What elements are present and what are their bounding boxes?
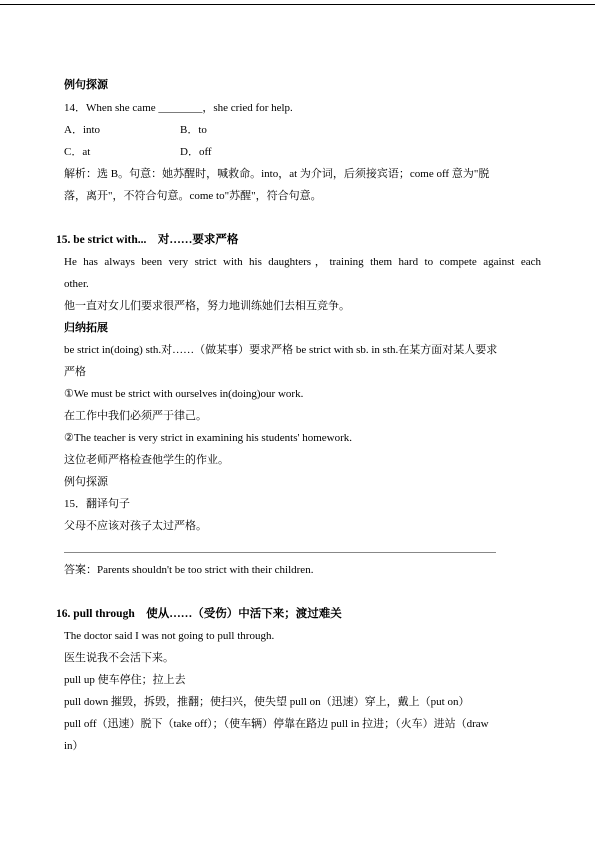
summary-title: 归纳拓展 bbox=[64, 322, 108, 334]
option-a: A．into bbox=[64, 124, 101, 136]
answer-blank-line bbox=[64, 552, 496, 553]
phrase-line-2: pull down 摧毁，拆毁，推翻；使扫兴，使失望 pull on（迅速）穿上，戴上（put on） bbox=[64, 696, 470, 708]
example-en: The doctor said I was not going to pull through. bbox=[64, 630, 275, 642]
summary-line-2: 严格 bbox=[64, 366, 86, 378]
summary-line-1: be strict in(doing) sth.对……（做某事）要求严格 be strict with sb. in sth.在某方面对某人要求 bbox=[64, 344, 498, 356]
phrase-line-3: pull off（迅速）脱下（take off）；（使车辆）停靠在路边 pull in 拉进；（火车）进站（draw bbox=[64, 718, 489, 730]
question-14: 14．When she came ________，she cried for help. bbox=[64, 102, 293, 114]
example-cn: 医生说我不会活下来。 bbox=[64, 652, 174, 664]
section-16-heading: 16. pull through 使从……（受伤）中活下来；渡过难关 bbox=[56, 608, 342, 620]
header-rule bbox=[0, 4, 595, 5]
item-1-en: ①We must be strict with ourselves in(doing)our work. bbox=[64, 388, 304, 400]
item-2-en: ②The teacher is very strict in examining his students' homework. bbox=[64, 432, 352, 444]
analysis-line-2: 落，离开"，不符合句意。come to"苏醒"，符合句意。 bbox=[64, 190, 322, 202]
practice-question: 15．翻译句子 bbox=[64, 498, 130, 510]
practice-title: 例句探源 bbox=[64, 476, 108, 488]
section-15-heading: 15. be strict with... 对……要求严格 bbox=[56, 234, 239, 246]
example-title: 例句探源 bbox=[64, 79, 108, 91]
answer-line: 答案：Parents shouldn't be too strict with their children. bbox=[64, 564, 314, 576]
analysis-line-1: 解析：选 B。句意：她苏醒时，喊救命。into，at 为介词，后须接宾语；come off 意为"脱 bbox=[64, 168, 490, 180]
example-en-line-2: other. bbox=[64, 278, 89, 290]
option-c: C．at bbox=[64, 146, 91, 158]
phrase-line-4: in） bbox=[64, 740, 84, 752]
item-1-cn: 在工作中我们必须严于律己。 bbox=[64, 410, 207, 422]
example-cn: 他一直对女儿们要求很严格，努力地训练她们去相互竞争。 bbox=[64, 300, 350, 312]
phrase-line-1: pull up 使车停住；拉上去 bbox=[64, 674, 186, 686]
item-2-cn: 这位老师严格检查他学生的作业。 bbox=[64, 454, 229, 466]
practice-chinese: 父母不应该对孩子太过严格。 bbox=[64, 520, 207, 532]
example-en-line-1: He has always been very strict with his daughters，training them hard to compete against each bbox=[64, 256, 541, 268]
option-b: B．to bbox=[180, 124, 207, 136]
option-d: D．off bbox=[180, 146, 212, 158]
